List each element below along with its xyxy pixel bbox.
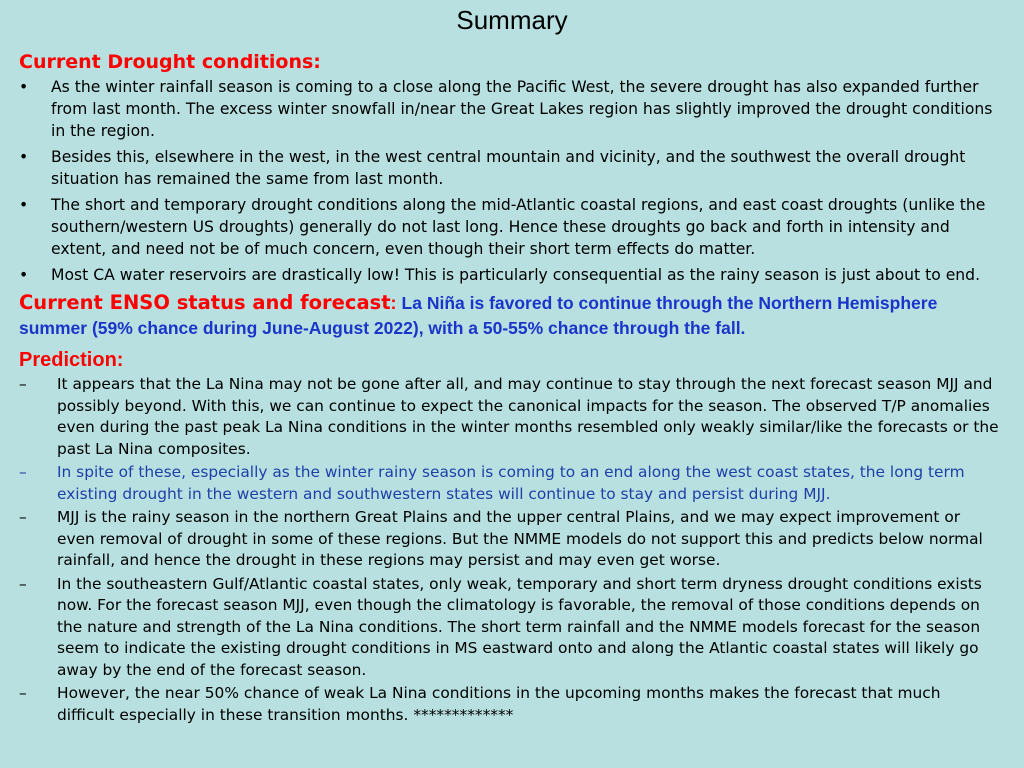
slide-content — [19, 48, 1001, 728]
list-item — [19, 264, 1001, 286]
list-item-text: Besides this, elsewhere in the west, in the west central mountain and vicinity, and the southwest the overall drought situation has remained the same from last month. — [51, 148, 966, 188]
page-title: Summary — [456, 5, 568, 35]
enso-text: La Niña is favored to continue through the Northern Hemisphere summer (59% chance during June-August 2022), with a 50-55% chance through the fall. — [19, 293, 938, 338]
list-item — [19, 683, 1001, 726]
list-item — [19, 574, 1001, 682]
enso-colon: : — [390, 293, 402, 313]
list-item-text: MJJ is the rainy season in the northern Great Plains and the upper central Plains, and we may expect improvement or even removal of drought in some of these regions. But the NMME models do not support this and predicts below normal rainfall, and hence the drought in these regions may persist and may even get worse. — [57, 508, 983, 569]
dash-mark: – — [19, 463, 27, 481]
prediction-list — [19, 374, 1001, 726]
prediction-heading: Prediction: — [19, 349, 124, 371]
dash-mark: – — [19, 574, 27, 593]
drought-list — [19, 76, 1001, 286]
bullet-mark: • — [19, 78, 29, 96]
list-item — [19, 194, 1001, 260]
list-item-text: In spite of these, especially as the winter rainy season is coming to an end along the west coast states, the long term existing drought in the western and southwestern states will continue to stay and persist during MJJ. — [57, 463, 965, 503]
list-item — [19, 507, 1001, 572]
bullet-mark: • — [19, 196, 29, 214]
drought-heading: Current Drought conditions: — [19, 51, 321, 73]
list-item-text: However, the near 50% chance of weak La Nina conditions in the upcoming months makes the forecast that much difficult especially in these transition months. ************* — [57, 684, 941, 724]
list-item — [19, 146, 1001, 190]
bullet-mark: • — [19, 148, 29, 166]
list-item-text: As the winter rainfall season is coming to a close along the Pacific West, the severe drought has also expanded further from last month. The excess winter snowfall in/near the Great Lakes region has slightly improved the drought conditions in the region. — [51, 78, 993, 140]
list-item-text: It appears that the La Nina may not be gone after all, and may continue to stay through the next forecast season MJJ and possibly beyond. With this, we can continue to expect the canonical impacts for the season. The observed T/P anomalies even during the past peak La Nina conditions in the winter months resembled only weakly similar/like the forecasts or the past La Nina composites. — [57, 375, 999, 458]
list-item-text: The short and temporary drought conditions along the mid-Atlantic coastal regions, and east coast droughts (unlike the southern/western US droughts) generally do not last long. Hence these droughts go back and forth in intensity and extent, and need not be of much concern, even though their short term effects do matter. — [51, 196, 986, 258]
list-item-text: In the southeastern Gulf/Atlantic coastal states, only weak, temporary and short term dryness drought conditions exists now. For the forecast season MJJ, even though the climatology is favorable, the removal of those conditions depends on the nature and strength of the La Nina conditions. The short term rainfall and the NMME models forecast for the season seem to indicate the existing drought conditions in MS eastward onto and along the Atlantic coastal states will likely go away by the end of the forecast season. — [57, 574, 982, 679]
bullet-mark: • — [19, 266, 29, 284]
list-item — [19, 76, 1001, 142]
dash-mark: – — [19, 508, 27, 526]
dash-mark: – — [19, 684, 27, 702]
list-item — [19, 374, 1001, 460]
list-item-text: Most CA water reservoirs are drastically low! This is particularly consequential as the rainy season is just about to end. — [51, 266, 981, 284]
enso-section — [19, 290, 1001, 341]
enso-heading: Current ENSO status and forecast — [19, 291, 391, 314]
dash-mark: – — [19, 375, 27, 393]
list-item — [19, 462, 1001, 505]
